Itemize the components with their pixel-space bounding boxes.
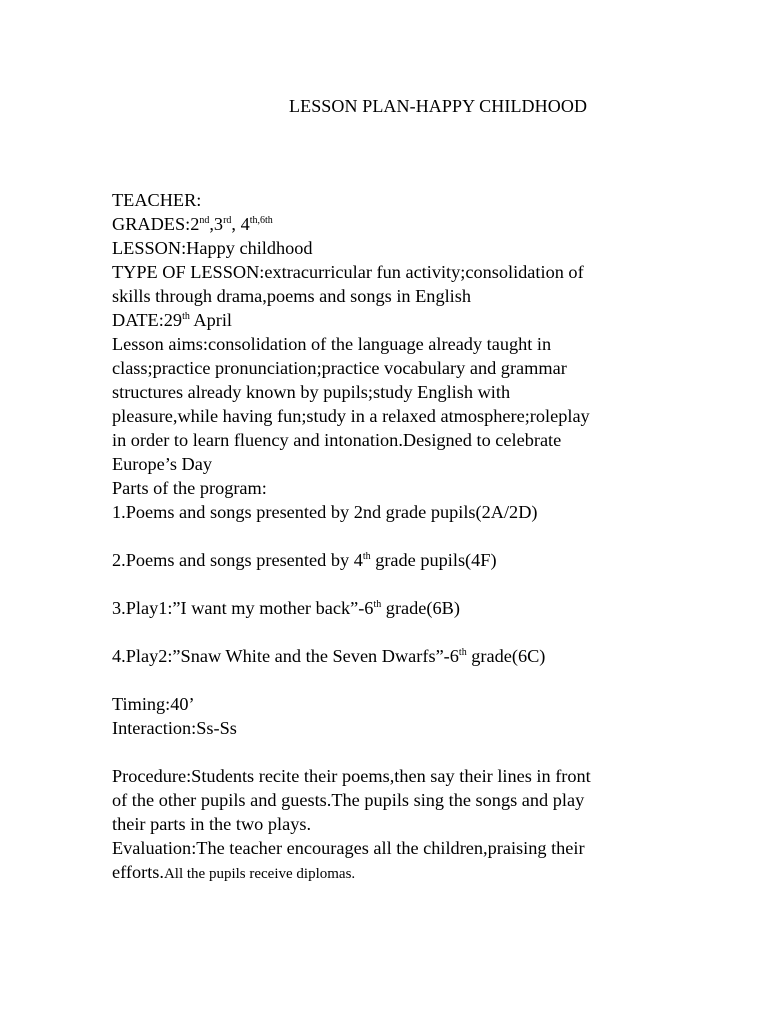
date-prefix: DATE:29 xyxy=(112,310,183,330)
grades-mid1: ,3 xyxy=(209,214,224,234)
type-of-lesson-line-2: skills through drama,poems and songs in English xyxy=(112,286,472,306)
timing-line: Timing:40’ xyxy=(112,694,195,714)
document-body xyxy=(112,188,652,884)
program-part-3 xyxy=(112,596,652,620)
spacer xyxy=(112,572,652,596)
part3-prefix: 3.Play1:”I want my mother back”-6 xyxy=(112,598,374,618)
evaluation-efforts: efforts. xyxy=(112,862,164,882)
part4-prefix: 4.Play2:”Snaw White and the Seven Dwarfs”-6 xyxy=(112,646,459,666)
type-of-lesson-line-1: TYPE OF LESSON:extracurricular fun activity;consolidation of xyxy=(112,262,584,282)
spacer xyxy=(112,740,652,764)
part2-sup: th xyxy=(362,551,371,562)
date-suffix: April xyxy=(189,310,233,330)
teacher-line: TEACHER: xyxy=(112,190,202,210)
evaluation-line-2 xyxy=(112,860,652,884)
spacer xyxy=(112,620,652,644)
part3-sup: th xyxy=(373,599,382,610)
part2-prefix: 2.Poems and songs presented by 4 xyxy=(112,550,363,570)
spacer xyxy=(112,668,652,692)
program-part-2 xyxy=(112,548,652,572)
evaluation-line-1: Evaluation:The teacher encourages all the children,praising their xyxy=(112,838,585,858)
grades-line xyxy=(112,212,652,236)
procedure-line-2: of the other pupils and guests.The pupils sing the songs and play xyxy=(112,790,585,810)
page-title: LESSON PLAN-HAPPY CHILDHOOD xyxy=(289,96,588,116)
program-part-1: 1.Poems and songs presented by 2nd grade pupils(2A/2D) xyxy=(112,502,538,522)
part3-suffix: grade(6B) xyxy=(381,598,460,618)
lesson-aims-line-6: Europe’s Day xyxy=(112,454,213,474)
lesson-aims-line-5: in order to learn fluency and intonation.Designed to celebrate xyxy=(112,430,562,450)
parts-heading: Parts of the program: xyxy=(112,478,267,498)
lesson-aims-line-3: structures already known by pupils;study English with xyxy=(112,382,511,402)
part4-sup: th xyxy=(458,647,467,658)
grades-sup-rd: rd xyxy=(223,215,232,226)
procedure-line-1: Procedure:Students recite their poems,then say their lines in front xyxy=(112,766,591,786)
lesson-aims-line-2: class;practice pronunciation;practice vocabulary and grammar xyxy=(112,358,567,378)
grades-prefix: GRADES:2 xyxy=(112,214,200,234)
spacer xyxy=(112,524,652,548)
grades-mid2: , 4 xyxy=(231,214,250,234)
part4-suffix: grade(6C) xyxy=(466,646,546,666)
lesson-aims-line-1: Lesson aims:consolidation of the language already taught in xyxy=(112,334,552,354)
date-line xyxy=(112,308,652,332)
date-sup: th xyxy=(182,311,190,322)
program-part-4 xyxy=(112,644,652,668)
lesson-line: LESSON:Happy childhood xyxy=(112,238,313,258)
lesson-aims-line-4: pleasure,while having fun;study in a relaxed atmosphere;roleplay xyxy=(112,406,590,426)
evaluation-diplomas: All the pupils receive diplomas. xyxy=(163,866,356,882)
interaction-line: Interaction:Ss-Ss xyxy=(112,718,237,738)
grades-sup-nd: nd xyxy=(199,215,210,226)
part2-suffix: grade pupils(4F) xyxy=(370,550,497,570)
grades-sup-th: th,6th xyxy=(249,215,273,226)
procedure-line-3: their parts in the two plays. xyxy=(112,814,312,834)
